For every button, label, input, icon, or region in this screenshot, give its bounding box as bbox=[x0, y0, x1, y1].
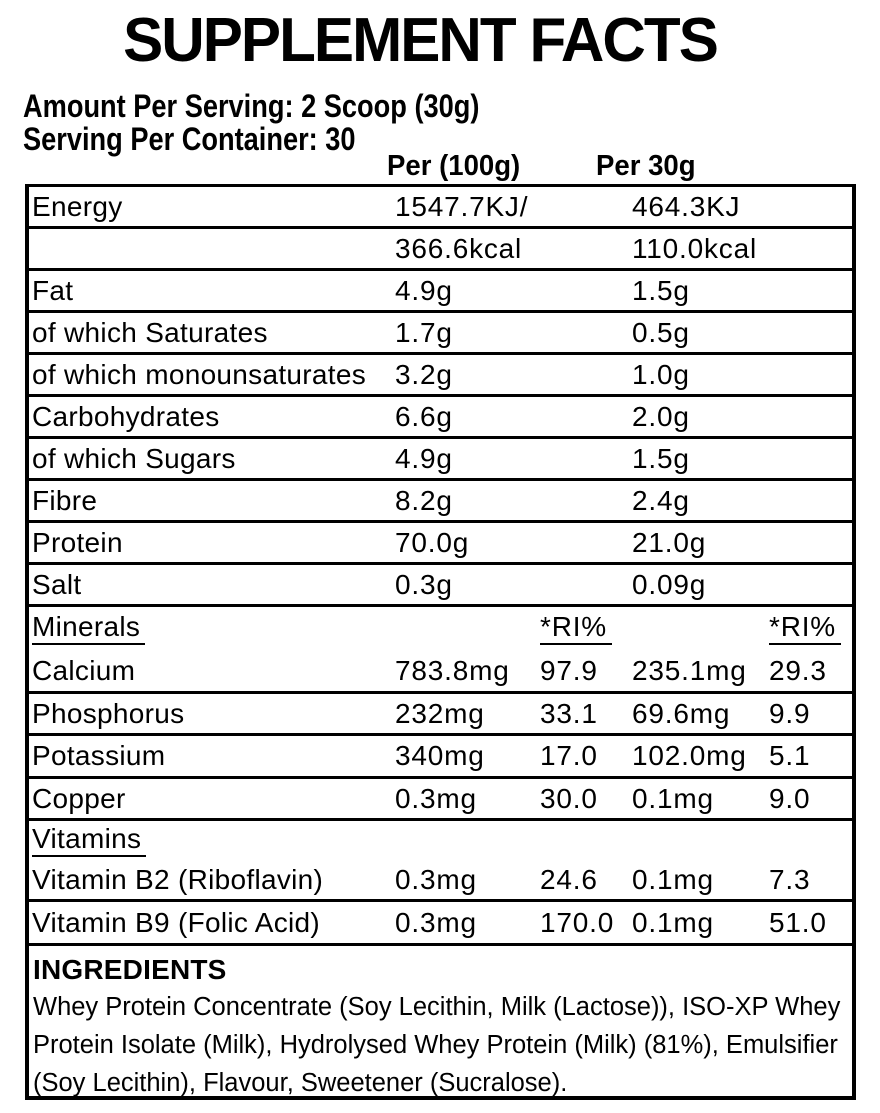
per-100g-value: 0.3mg bbox=[395, 906, 477, 938]
nutrient-name: of which Saturates bbox=[32, 316, 268, 348]
table-row-vitamin-b2 bbox=[29, 861, 852, 902]
vitamins-section-header bbox=[29, 821, 852, 861]
table-row-vitamin-b9 bbox=[29, 902, 852, 946]
table-row-fibre bbox=[29, 481, 852, 523]
page-title: SUPPLEMENT FACTS bbox=[123, 6, 717, 75]
per-30g-value: 0.5g bbox=[632, 316, 690, 348]
per-100g-value: 0.3mg bbox=[395, 782, 477, 814]
per-100g-value: 70.0g bbox=[395, 526, 470, 558]
per-30g-value: 0.1mg bbox=[632, 782, 714, 814]
per-30g-value: 2.4g bbox=[632, 484, 690, 516]
per-100g-value: 0.3g bbox=[395, 568, 453, 600]
table-row-copper bbox=[29, 779, 852, 821]
per-30g-value: 69.6mg bbox=[632, 697, 731, 729]
per-30g-ri: 7.3 bbox=[769, 864, 811, 895]
per-30g-value: 1.5g bbox=[632, 442, 690, 474]
per-100g-value: 783.8mg bbox=[395, 654, 510, 686]
table-row-potassium bbox=[29, 736, 852, 779]
per-100g-ri: 24.6 bbox=[540, 864, 598, 895]
per-100g-value: 6.6g bbox=[395, 400, 453, 432]
table-row-carbohydrates bbox=[29, 397, 852, 439]
per-100g-ri: 97.9 bbox=[540, 654, 598, 686]
minerals-section-header bbox=[29, 607, 852, 650]
per-100g-value: 4.9g bbox=[395, 442, 453, 474]
per-30g-value: 1.0g bbox=[632, 358, 690, 390]
table-row-saturates bbox=[29, 313, 852, 355]
nutrient-name: Copper bbox=[32, 782, 126, 814]
ingredients-section bbox=[29, 946, 852, 1096]
table-row-calcium bbox=[29, 650, 852, 694]
per-30g-value: 2.0g bbox=[632, 400, 690, 432]
ri-header-per-100g: *RI% bbox=[540, 613, 612, 645]
nutrient-name: Potassium bbox=[32, 740, 166, 771]
per-30g-ri: 9.0 bbox=[769, 782, 811, 814]
per-100g-value: 3.2g bbox=[395, 358, 453, 390]
servings-per-container: Serving Per Container: 30 bbox=[23, 121, 356, 157]
per-100g-value: 232mg bbox=[395, 697, 485, 729]
nutrient-name: of which Sugars bbox=[32, 442, 236, 474]
ingredients-text-line: Whey Protein Concentrate (Soy Lecithin, Milk (Lactose)), ISO-XP Whey bbox=[33, 993, 841, 1021]
nutrition-table bbox=[25, 184, 856, 1100]
table-row-protein bbox=[29, 523, 852, 565]
per-30g-ri: 9.9 bbox=[769, 697, 811, 729]
per-30g-value: 110.0kcal bbox=[632, 232, 757, 264]
per-100g-value: 8.2g bbox=[395, 484, 453, 516]
ingredients-text-line: (Soy Lecithin), Flavour, Sweetener (Sucralose). bbox=[33, 1069, 568, 1096]
nutrient-name: Vitamin B9 (Folic Acid) bbox=[32, 906, 321, 938]
per-30g-value: 0.1mg bbox=[632, 906, 714, 938]
table-row-fat bbox=[29, 271, 852, 313]
per-30g-value: 235.1mg bbox=[632, 654, 747, 686]
column-header-per-100g: Per (100g) bbox=[387, 150, 521, 182]
per-30g-ri: 29.3 bbox=[769, 654, 827, 686]
per-100g-value: 4.9g bbox=[395, 274, 453, 306]
per-100g-ri: 30.0 bbox=[540, 782, 598, 814]
table-row-sugars bbox=[29, 439, 852, 481]
per-30g-ri: 5.1 bbox=[769, 740, 811, 771]
per-30g-value: 1.5g bbox=[632, 274, 690, 306]
nutrient-name: Phosphorus bbox=[32, 697, 185, 729]
column-header-per-30g: Per 30g bbox=[596, 150, 696, 182]
ingredients-heading: INGREDIENTS bbox=[33, 954, 227, 985]
nutrient-name: Energy bbox=[32, 190, 123, 222]
per-30g-ri: 51.0 bbox=[769, 906, 827, 938]
table-row-salt bbox=[29, 565, 852, 607]
nutrient-name: Calcium bbox=[32, 654, 136, 686]
table-row-monounsaturates bbox=[29, 355, 852, 397]
nutrient-name: Fibre bbox=[32, 484, 98, 516]
per-100g-value: 1.7g bbox=[395, 316, 453, 348]
per-100g-value: 1547.7KJ/ bbox=[395, 190, 529, 222]
per-100g-ri: 33.1 bbox=[540, 697, 598, 729]
per-30g-value: 102.0mg bbox=[632, 740, 747, 771]
per-100g-value: 0.3mg bbox=[395, 864, 477, 895]
per-100g-ri: 170.0 bbox=[540, 906, 615, 938]
table-row-phosphorus bbox=[29, 694, 852, 736]
vitamins-section-label: Vitamins bbox=[32, 825, 146, 857]
minerals-section-label: Minerals bbox=[32, 613, 145, 645]
per-30g-value: 0.09g bbox=[632, 568, 707, 600]
per-100g-value: 366.6kcal bbox=[395, 232, 523, 264]
nutrient-name: Vitamin B2 (Riboflavin) bbox=[32, 864, 324, 895]
nutrient-name: Carbohydrates bbox=[32, 400, 220, 432]
nutrient-name: Fat bbox=[32, 274, 74, 306]
ingredients-text-line: Protein Isolate (Milk), Hydrolysed Whey Protein (Milk) (81%), Emulsifier bbox=[33, 1031, 838, 1059]
ri-header-per-30g: *RI% bbox=[769, 613, 841, 645]
nutrient-name: Protein bbox=[32, 526, 123, 558]
per-100g-value: 340mg bbox=[395, 740, 485, 771]
nutrient-name: of which monounsaturates bbox=[32, 358, 367, 390]
table-row-energy bbox=[29, 187, 852, 229]
amount-per-serving: Amount Per Serving: 2 Scoop (30g) bbox=[23, 88, 480, 124]
per-30g-value: 21.0g bbox=[632, 526, 707, 558]
per-30g-value: 0.1mg bbox=[632, 864, 714, 895]
per-30g-value: 464.3KJ bbox=[632, 190, 741, 222]
per-100g-ri: 17.0 bbox=[540, 740, 598, 771]
nutrient-name: Salt bbox=[32, 568, 82, 600]
table-row-energy-kcal bbox=[29, 229, 852, 271]
